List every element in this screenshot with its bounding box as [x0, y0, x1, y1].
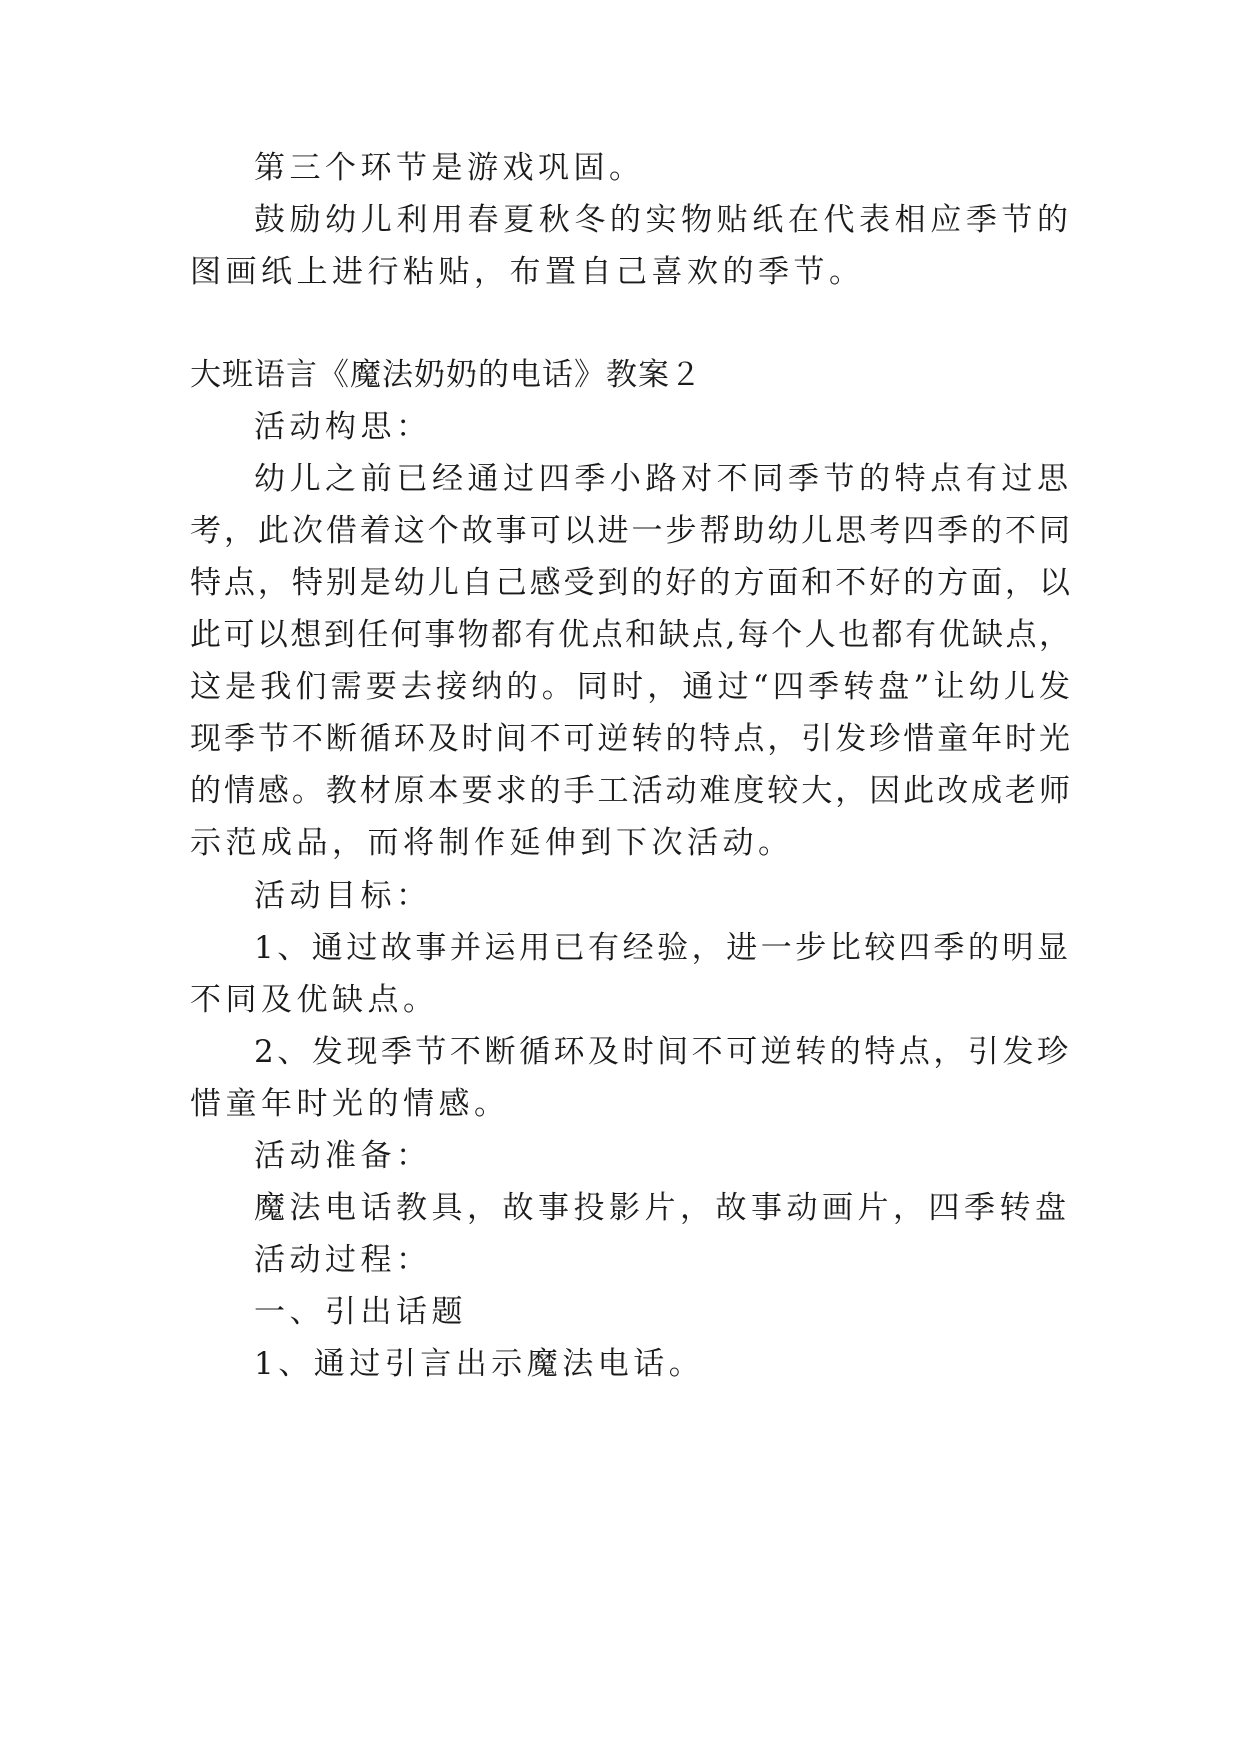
paragraph-line: 此可以想到任何事物都有优点和缺点,每个人也都有优缺点，: [190, 617, 1070, 653]
paragraph-line: 特点，特别是幼儿自己感受到的好的方面和不好的方面，以: [190, 565, 1070, 601]
paragraph-line: 现季节不断循环及时间不可逆转的特点，引发珍惜童年时光: [190, 721, 1070, 757]
paragraph-line: 的情感。教材原本要求的手工活动难度较大，因此改成老师: [190, 773, 1070, 809]
paragraph-line: 惜童年时光的情感。: [190, 1086, 510, 1122]
paragraph-line: 魔法电话教具，故事投影片，故事动画片，四季转盘: [254, 1190, 1071, 1226]
paragraph-line: 不同及优缺点。: [190, 982, 439, 1018]
paragraph-line: 这是我们需要去接纳的。同时，通过“四季转盘”让幼儿发: [190, 669, 1070, 705]
section-heading: 活动构思：: [254, 409, 432, 445]
paragraph-line: 第三个环节是游戏巩固。: [254, 150, 645, 186]
paragraph-line: 2、发现季节不断循环及时间不可逆转的特点，引发珍: [254, 1034, 1068, 1070]
section-heading: 活动过程：: [254, 1242, 432, 1278]
section-heading: 活动准备：: [254, 1138, 432, 1174]
section-heading: 活动目标：: [254, 878, 432, 914]
section-title: 大班语言《魔法奶奶的电话》教案２: [190, 357, 702, 393]
paragraph-line: 示范成品，而将制作延伸到下次活动。: [190, 825, 794, 861]
paragraph-line: 考，此次借着这个故事可以进一步帮助幼儿思考四季的不同: [190, 513, 1070, 549]
subsection-heading: 一、引出话题: [254, 1294, 467, 1330]
paragraph-line: 图画纸上进行粘贴，布置自己喜欢的季节。: [190, 254, 865, 290]
paragraph-line: 幼儿之前已经通过四季小路对不同季节的特点有过思: [254, 461, 1068, 497]
paragraph-line: 1、通过引言出示魔法电话。: [254, 1346, 705, 1382]
paragraph-line: 1、通过故事并运用已有经验，进一步比较四季的明显: [254, 930, 1068, 966]
paragraph-line: 鼓励幼儿利用春夏秋冬的实物贴纸在代表相应季节的: [254, 202, 1068, 238]
